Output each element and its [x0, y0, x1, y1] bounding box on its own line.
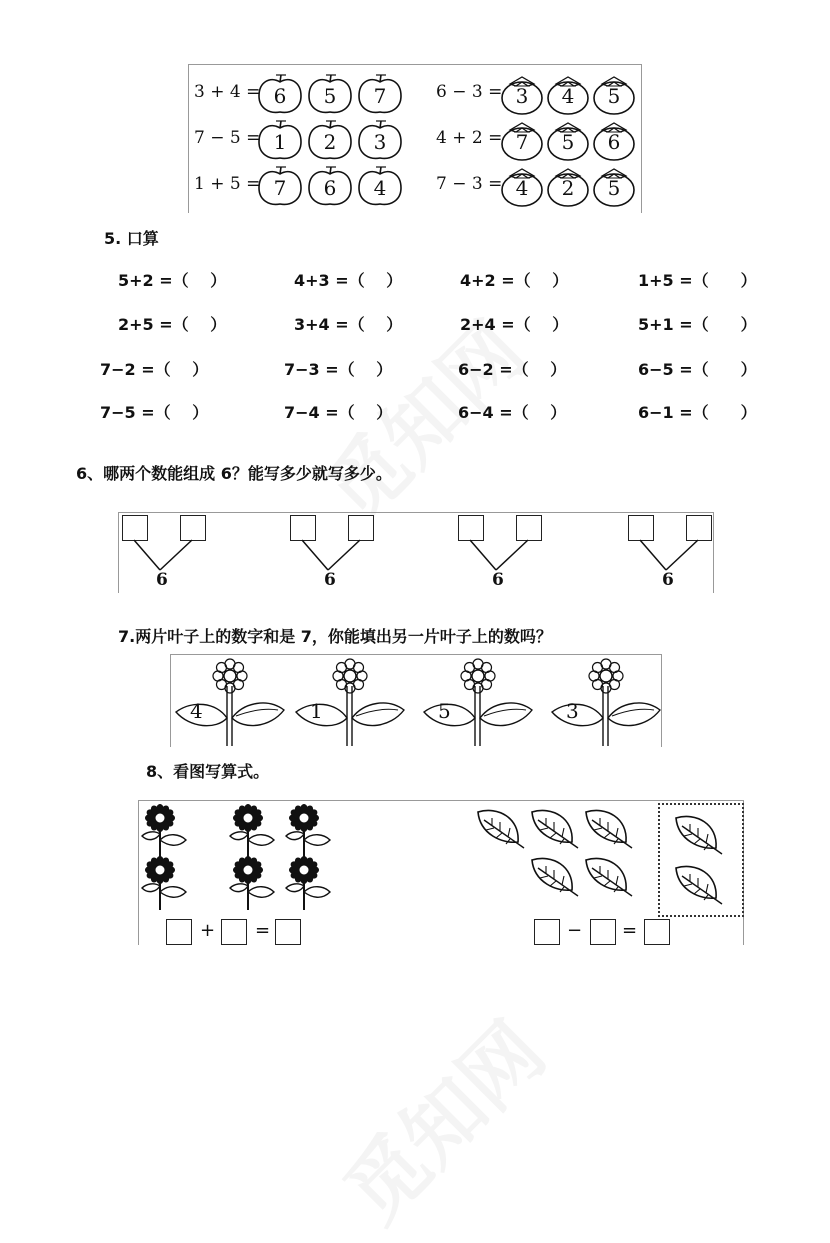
chrysanthemum-icon: [282, 804, 334, 860]
choice-number: 5: [607, 176, 621, 200]
mental-math-item[interactable]: 4+2 =（ ）: [460, 271, 569, 290]
bond-box[interactable]: [686, 515, 712, 541]
plus-sign: +: [200, 920, 216, 941]
bond-box[interactable]: [458, 515, 484, 541]
mental-math-item[interactable]: 2+5 =（ ）: [118, 315, 227, 334]
bond-total: 6: [492, 570, 504, 590]
mental-math-item[interactable]: 5+1 =（ ）: [638, 315, 757, 334]
equation-label: 4 + 2 =: [436, 128, 503, 148]
apple-choice[interactable]: [356, 74, 404, 116]
bond-box[interactable]: [122, 515, 148, 541]
answer-box[interactable]: [644, 919, 670, 945]
chrysanthemum-icon: [138, 856, 190, 912]
apple-choice[interactable]: [306, 74, 354, 116]
choice-number: 4: [373, 176, 387, 200]
chrysanthemum-icon: [226, 804, 278, 860]
persimmon-choice[interactable]: [500, 120, 544, 162]
watermark: [314, 992, 565, 1243]
answer-box[interactable]: [221, 919, 247, 945]
answer-box[interactable]: [590, 919, 616, 945]
persimmon-choice[interactable]: [546, 74, 590, 116]
section5-title: 5. 口算: [104, 229, 159, 248]
chrysanthemum-icon: [226, 856, 278, 912]
persimmon-choice[interactable]: [546, 120, 590, 162]
apple-choice[interactable]: [306, 120, 354, 162]
minus-sign: −: [567, 920, 583, 941]
choice-number: 7: [273, 176, 287, 200]
choice-number: 6: [323, 176, 337, 200]
bond-box[interactable]: [516, 515, 542, 541]
choice-number: 7: [515, 130, 529, 154]
equals-sign: =: [255, 920, 271, 941]
dotted-leaf-box: [658, 803, 744, 917]
answer-box[interactable]: [534, 919, 560, 945]
leaf-number: 4: [190, 699, 203, 723]
leaf-icon: [528, 854, 582, 900]
persimmon-choice[interactable]: [500, 74, 544, 116]
choice-number: 4: [515, 176, 529, 200]
bond-total: 6: [324, 570, 336, 590]
apple-choice[interactable]: [306, 166, 354, 208]
persimmon-choice[interactable]: [592, 74, 636, 116]
mental-math-item[interactable]: 1+5 =（ ）: [638, 271, 757, 290]
bond-box[interactable]: [348, 515, 374, 541]
apple-choice[interactable]: [256, 74, 304, 116]
bond-box[interactable]: [290, 515, 316, 541]
equation-label: 7 − 5 =: [194, 128, 261, 148]
choice-number: 6: [273, 84, 287, 108]
leaf-number: 5: [438, 699, 451, 723]
persimmon-choice[interactable]: [500, 166, 544, 208]
chrysanthemum-icon: [282, 856, 334, 912]
choice-number: 1: [273, 130, 287, 154]
persimmon-choice[interactable]: [546, 166, 590, 208]
answer-box[interactable]: [166, 919, 192, 945]
choice-number: 5: [323, 84, 337, 108]
mental-math-item[interactable]: 5+2 =（ ）: [118, 271, 227, 290]
leaf-icon: [528, 806, 582, 852]
equation-label: 1 + 5 =: [194, 174, 261, 194]
apple-choice[interactable]: [356, 120, 404, 162]
apple-choice[interactable]: [356, 166, 404, 208]
choice-number: 5: [607, 84, 621, 108]
leaf-icon: [582, 854, 636, 900]
mental-math-item[interactable]: 4+3 =（ ）: [294, 271, 403, 290]
mental-math-item[interactable]: 7−2 =（ ）: [100, 360, 209, 379]
equation-label: 3 + 4 =: [194, 82, 261, 102]
mental-math-item[interactable]: 7−3 =（ ）: [284, 360, 393, 379]
equals-sign: =: [622, 920, 638, 941]
equation-label: 7 − 3 =: [436, 174, 503, 194]
choice-number: 2: [323, 130, 337, 154]
apple-choice[interactable]: [256, 120, 304, 162]
leaf-number: 1: [310, 699, 323, 723]
choice-number: 5: [561, 130, 575, 154]
choice-number: 2: [561, 176, 575, 200]
leaf-number: 3: [566, 699, 579, 723]
mental-math-item[interactable]: 6−1 =（ ）: [638, 403, 757, 422]
section6-title: 6、哪两个数能组成 6？能写多少就写多少。: [76, 464, 392, 483]
choice-number: 3: [373, 130, 387, 154]
bond-box[interactable]: [628, 515, 654, 541]
bond-total: 6: [156, 570, 168, 590]
persimmon-choice[interactable]: [592, 120, 636, 162]
section7-title: 7.两片叶子上的数字和是 7，你能填出另一片叶子上的数吗？: [118, 627, 552, 646]
choice-number: 6: [607, 130, 621, 154]
equation-label: 6 − 3 =: [436, 82, 503, 102]
leaf-icon: [474, 806, 528, 852]
mental-math-item[interactable]: 7−5 =（ ）: [100, 403, 209, 422]
leaf-icon: [582, 806, 636, 852]
choice-number: 3: [515, 84, 529, 108]
section8-title: 8、看图写算式。: [146, 762, 270, 781]
answer-box[interactable]: [275, 919, 301, 945]
mental-math-item[interactable]: 6−2 =（ ）: [458, 360, 567, 379]
chrysanthemum-icon: [138, 804, 190, 860]
mental-math-item[interactable]: 6−5 =（ ）: [638, 360, 757, 379]
mental-math-item[interactable]: 7−4 =（ ）: [284, 403, 393, 422]
persimmon-choice[interactable]: [592, 166, 636, 208]
bond-total: 6: [662, 570, 674, 590]
mental-math-item[interactable]: 2+4 =（ ）: [460, 315, 569, 334]
choice-number: 4: [561, 84, 575, 108]
choice-number: 7: [373, 84, 387, 108]
mental-math-item[interactable]: 3+4 =（ ）: [294, 315, 403, 334]
mental-math-item[interactable]: 6−4 =（ ）: [458, 403, 567, 422]
apple-choice[interactable]: [256, 166, 304, 208]
bond-box[interactable]: [180, 515, 206, 541]
